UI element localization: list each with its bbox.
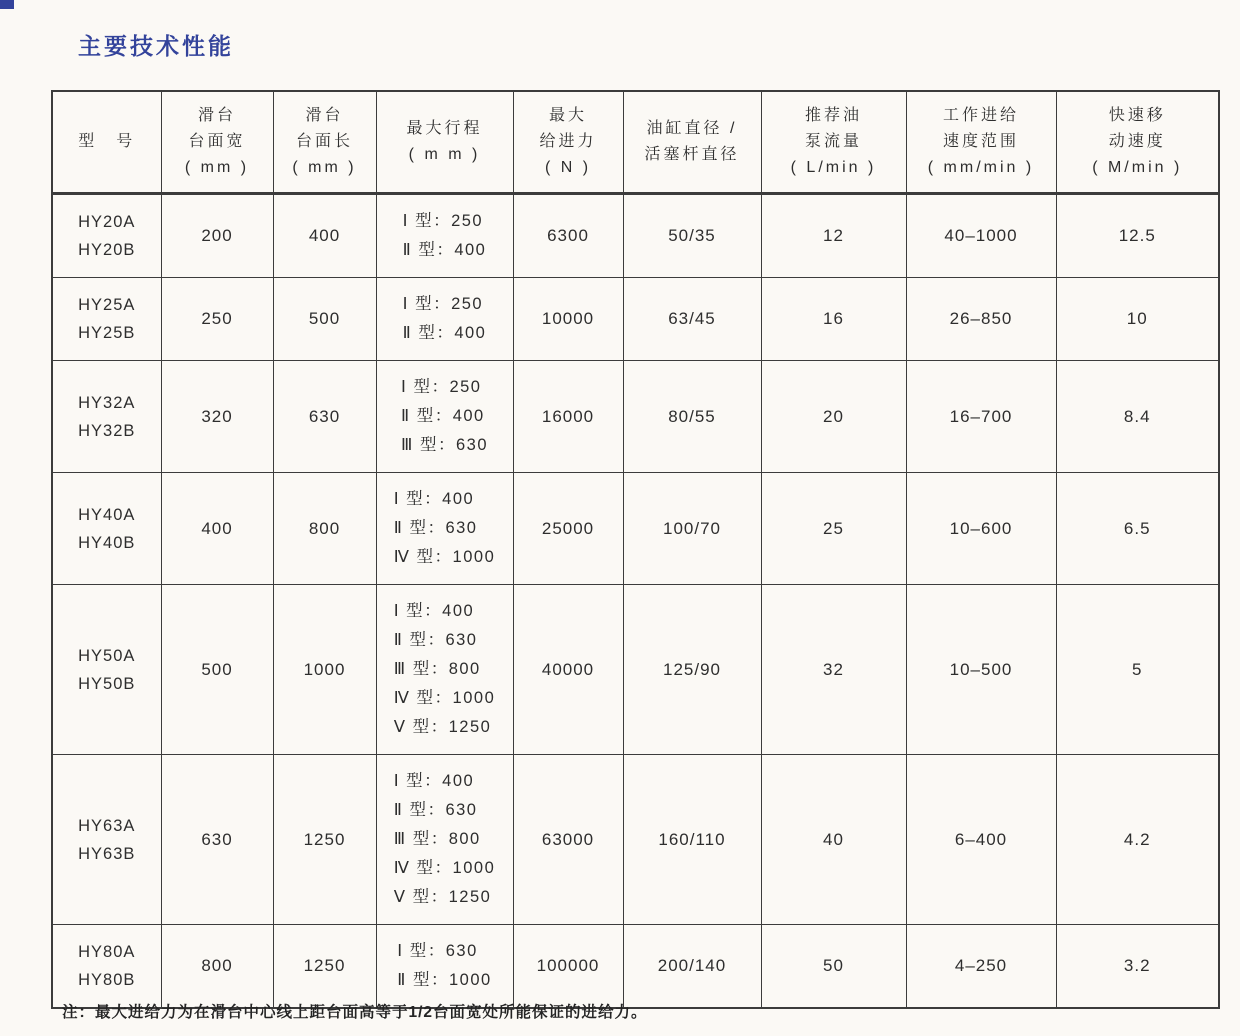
feed-range-cell: 6–400 xyxy=(906,755,1056,925)
col-header-table-width: 滑台 台面宽 ( mm ) xyxy=(161,91,273,194)
cylinder-diameter-cell: 100/70 xyxy=(623,473,761,585)
model-cell: HY32A HY32B xyxy=(52,361,161,473)
max-stroke-cell: Ⅰ 型：250 Ⅱ 型：400 xyxy=(376,194,513,278)
table-width-cell: 630 xyxy=(161,755,273,925)
max-force-cell: 25000 xyxy=(513,473,623,585)
rapid-speed-cell: 10 xyxy=(1056,278,1219,361)
table-length-cell: 1250 xyxy=(273,755,376,925)
model-cell: HY63A HY63B xyxy=(52,755,161,925)
table-row-hy40a xyxy=(52,473,1219,585)
model-cell: HY40A HY40B xyxy=(52,473,161,585)
pump-flow-cell: 25 xyxy=(761,473,906,585)
header-row xyxy=(52,91,1219,194)
table-length-cell: 500 xyxy=(273,278,376,361)
col-header-pump-flow: 推荐油 泵流量 ( L/min ) xyxy=(761,91,906,194)
max-stroke-cell: Ⅰ 型：400 Ⅱ 型：630 Ⅲ 型：800 Ⅳ 型：1000 Ⅴ 型：1250 xyxy=(376,585,513,755)
model-cell: HY25A HY25B xyxy=(52,278,161,361)
rapid-speed-cell: 4.2 xyxy=(1056,755,1219,925)
feed-range-cell: 10–500 xyxy=(906,585,1056,755)
table-width-cell: 320 xyxy=(161,361,273,473)
cylinder-diameter-cell: 63/45 xyxy=(623,278,761,361)
spec-table-header xyxy=(52,91,1219,194)
table-width-cell: 400 xyxy=(161,473,273,585)
pump-flow-cell: 16 xyxy=(761,278,906,361)
max-force-cell: 6300 xyxy=(513,194,623,278)
feed-range-cell: 10–600 xyxy=(906,473,1056,585)
cylinder-diameter-cell: 80/55 xyxy=(623,361,761,473)
table-width-cell: 250 xyxy=(161,278,273,361)
pump-flow-cell: 12 xyxy=(761,194,906,278)
table-length-cell: 630 xyxy=(273,361,376,473)
col-header-feed-speed-range: 工作进给 速度范围 ( mm/min ) xyxy=(906,91,1056,194)
feed-range-cell: 4–250 xyxy=(906,925,1056,1009)
table-row-hy63a xyxy=(52,755,1219,925)
table-width-cell: 200 xyxy=(161,194,273,278)
max-stroke-cell: Ⅰ 型：250 Ⅱ 型：400 Ⅲ 型：630 xyxy=(376,361,513,473)
table-length-cell: 400 xyxy=(273,194,376,278)
page-title: 主要技术性能 xyxy=(78,33,234,59)
table-width-cell: 800 xyxy=(161,925,273,1009)
rapid-speed-cell: 6.5 xyxy=(1056,473,1219,585)
feed-range-cell: 40–1000 xyxy=(906,194,1056,278)
table-length-cell: 800 xyxy=(273,473,376,585)
cylinder-diameter-cell: 160/110 xyxy=(623,755,761,925)
model-cell: HY50A HY50B xyxy=(52,585,161,755)
table-length-cell: 1250 xyxy=(273,925,376,1009)
pump-flow-cell: 32 xyxy=(761,585,906,755)
corner-mark xyxy=(0,0,14,9)
spec-table-body xyxy=(52,194,1219,1009)
cylinder-diameter-cell: 125/90 xyxy=(623,585,761,755)
max-force-cell: 63000 xyxy=(513,755,623,925)
max-stroke-cell: Ⅰ 型：250 Ⅱ 型：400 xyxy=(376,278,513,361)
rapid-speed-cell: 12.5 xyxy=(1056,194,1219,278)
col-header-max-force: 最大 给进力 ( N ) xyxy=(513,91,623,194)
rapid-speed-cell: 5 xyxy=(1056,585,1219,755)
max-force-cell: 16000 xyxy=(513,361,623,473)
table-row-hy80a xyxy=(52,925,1219,1009)
max-stroke-cell: Ⅰ 型：400 Ⅱ 型：630 Ⅳ 型：1000 xyxy=(376,473,513,585)
table-row-hy50a xyxy=(52,585,1219,755)
rapid-speed-cell: 8.4 xyxy=(1056,361,1219,473)
pump-flow-cell: 20 xyxy=(761,361,906,473)
model-cell: HY20A HY20B xyxy=(52,194,161,278)
rapid-speed-cell: 3.2 xyxy=(1056,925,1219,1009)
footnote: 注：最大进给力为在滑台中心线上距台面高等于1/2台面宽处所能保证的进给力。 xyxy=(62,1004,648,1021)
pump-flow-cell: 40 xyxy=(761,755,906,925)
table-width-cell: 500 xyxy=(161,585,273,755)
max-force-cell: 10000 xyxy=(513,278,623,361)
spec-table xyxy=(51,90,1220,1009)
col-header-rapid-speed: 快速移 动速度 ( M/min ) xyxy=(1056,91,1219,194)
cylinder-diameter-cell: 50/35 xyxy=(623,194,761,278)
table-row-hy20a xyxy=(52,194,1219,278)
max-force-cell: 40000 xyxy=(513,585,623,755)
col-header-table-length: 滑台 台面长 ( mm ) xyxy=(273,91,376,194)
pump-flow-cell: 50 xyxy=(761,925,906,1009)
table-row-hy32a xyxy=(52,361,1219,473)
col-header-cylinder-diameter: 油缸直径 / 活塞杆直径 xyxy=(623,91,761,194)
model-cell: HY80A HY80B xyxy=(52,925,161,1009)
table-row-hy25a xyxy=(52,278,1219,361)
feed-range-cell: 16–700 xyxy=(906,361,1056,473)
cylinder-diameter-cell: 200/140 xyxy=(623,925,761,1009)
max-stroke-cell: Ⅰ 型：630 Ⅱ 型：1000 xyxy=(376,925,513,1009)
col-header-model: 型 号 xyxy=(52,91,161,194)
max-force-cell: 100000 xyxy=(513,925,623,1009)
table-length-cell: 1000 xyxy=(273,585,376,755)
col-header-max-stroke: 最大行程 ( m m ) xyxy=(376,91,513,194)
feed-range-cell: 26–850 xyxy=(906,278,1056,361)
max-stroke-cell: Ⅰ 型：400 Ⅱ 型：630 Ⅲ 型：800 Ⅳ 型：1000 Ⅴ 型：1250 xyxy=(376,755,513,925)
